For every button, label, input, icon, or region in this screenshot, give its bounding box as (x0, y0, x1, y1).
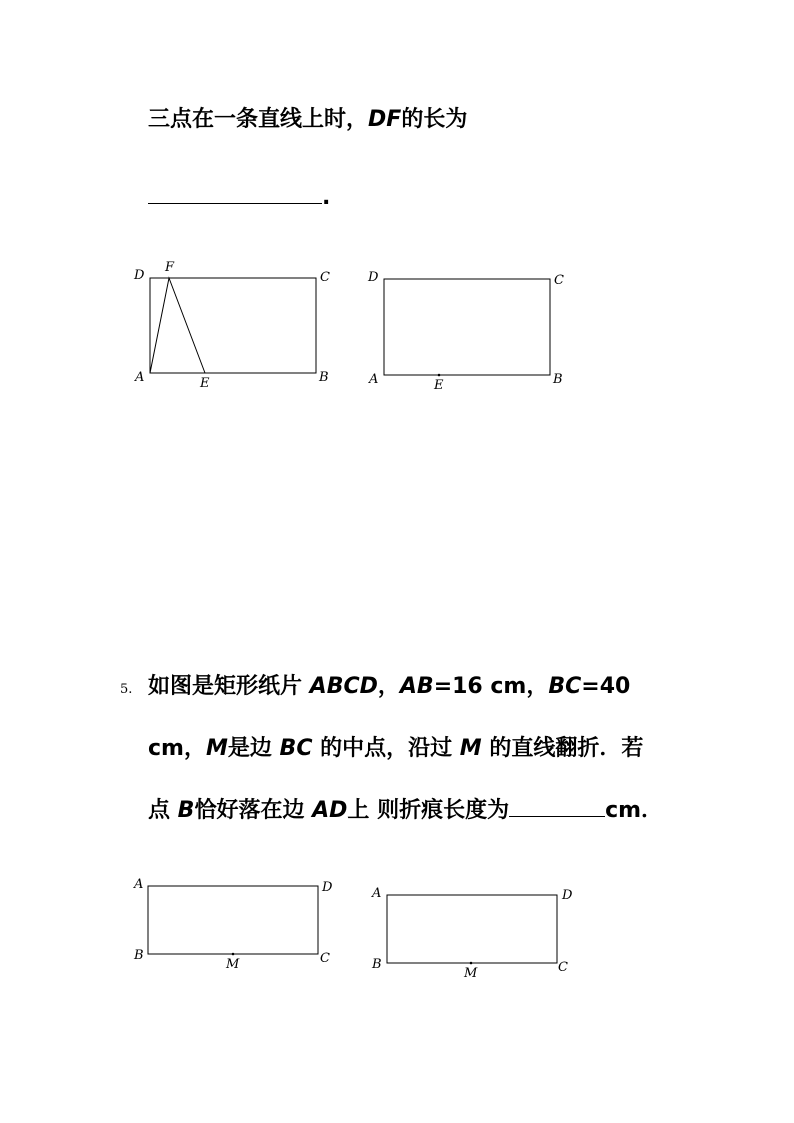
figure-1-fold-lines (150, 278, 205, 373)
figure-3-rectangle (148, 886, 318, 954)
text-segment: =40 (581, 674, 631, 699)
text-segment-italic: ABCD (309, 674, 378, 699)
text-segment-italic: B (177, 798, 195, 823)
text-segment: cm， (148, 736, 206, 761)
text-segment: 的长为 (401, 107, 468, 132)
text-segment-italic: BC (279, 736, 313, 761)
fig3-label-m: M (226, 957, 240, 972)
fig1-label-e: E (200, 376, 210, 391)
text-segment-italic: M (205, 736, 228, 761)
fig2-label-a: A (369, 372, 379, 387)
fig4-label-d: D (562, 888, 573, 903)
text-segment: 如图是矩形纸片 (148, 674, 310, 699)
fig3-label-c: C (320, 951, 330, 966)
fig4-label-b: B (372, 957, 382, 972)
fig1-label-f: F (165, 260, 175, 275)
text-segment-italic: DF (368, 107, 402, 132)
fig4-label-m: M (464, 966, 478, 981)
fig2-label-d: D (368, 270, 379, 285)
figure-3-point-m (232, 953, 235, 956)
figure-4 (387, 895, 557, 963)
fig1-label-d: D (134, 268, 145, 283)
text-segment-italic: AB (399, 674, 434, 699)
fig2-label-e: E (434, 378, 444, 393)
figure-4-point-m (470, 962, 473, 965)
text-segment-italic: AD (312, 798, 348, 823)
text-segment: . (322, 185, 331, 210)
question-number: 5. (120, 682, 133, 697)
fig3-label-a: A (134, 877, 144, 892)
fig1-label-c: C (320, 270, 330, 285)
text-segment: 的中点，沿过 (312, 736, 460, 761)
fig3-label-d: D (322, 880, 333, 895)
text-segment-italic: M (459, 736, 482, 761)
text-segment: ， (377, 674, 400, 699)
text-segment: cm． (605, 798, 664, 823)
text-segment: 恰好落在边 (194, 798, 313, 823)
fig2-label-b: B (553, 372, 563, 387)
figure-1 (150, 278, 316, 373)
figure-4-rectangle (387, 895, 557, 963)
figure-3 (148, 886, 318, 954)
figure-2-point-e (438, 374, 441, 377)
fig4-label-a: A (372, 886, 382, 901)
fig2-label-c: C (554, 273, 564, 288)
fig4-label-c: C (558, 960, 568, 975)
figure-2-rectangle (384, 279, 550, 375)
fig1-label-a: A (135, 370, 145, 385)
text-segment: =16 cm， (433, 674, 549, 699)
text-segment: 是边 (227, 736, 280, 761)
text-segment: 的直线翻折．若 (481, 736, 644, 761)
text-segment: 点 (148, 798, 178, 823)
text-segment: 三点在一条直线上时， (148, 107, 369, 132)
fig3-label-b: B (134, 948, 144, 963)
text-segment-italic: BC (548, 674, 582, 699)
figure-2 (384, 279, 550, 375)
fig1-label-b: B (319, 370, 329, 385)
text-segment: 上 则折痕长度为 (347, 798, 510, 823)
